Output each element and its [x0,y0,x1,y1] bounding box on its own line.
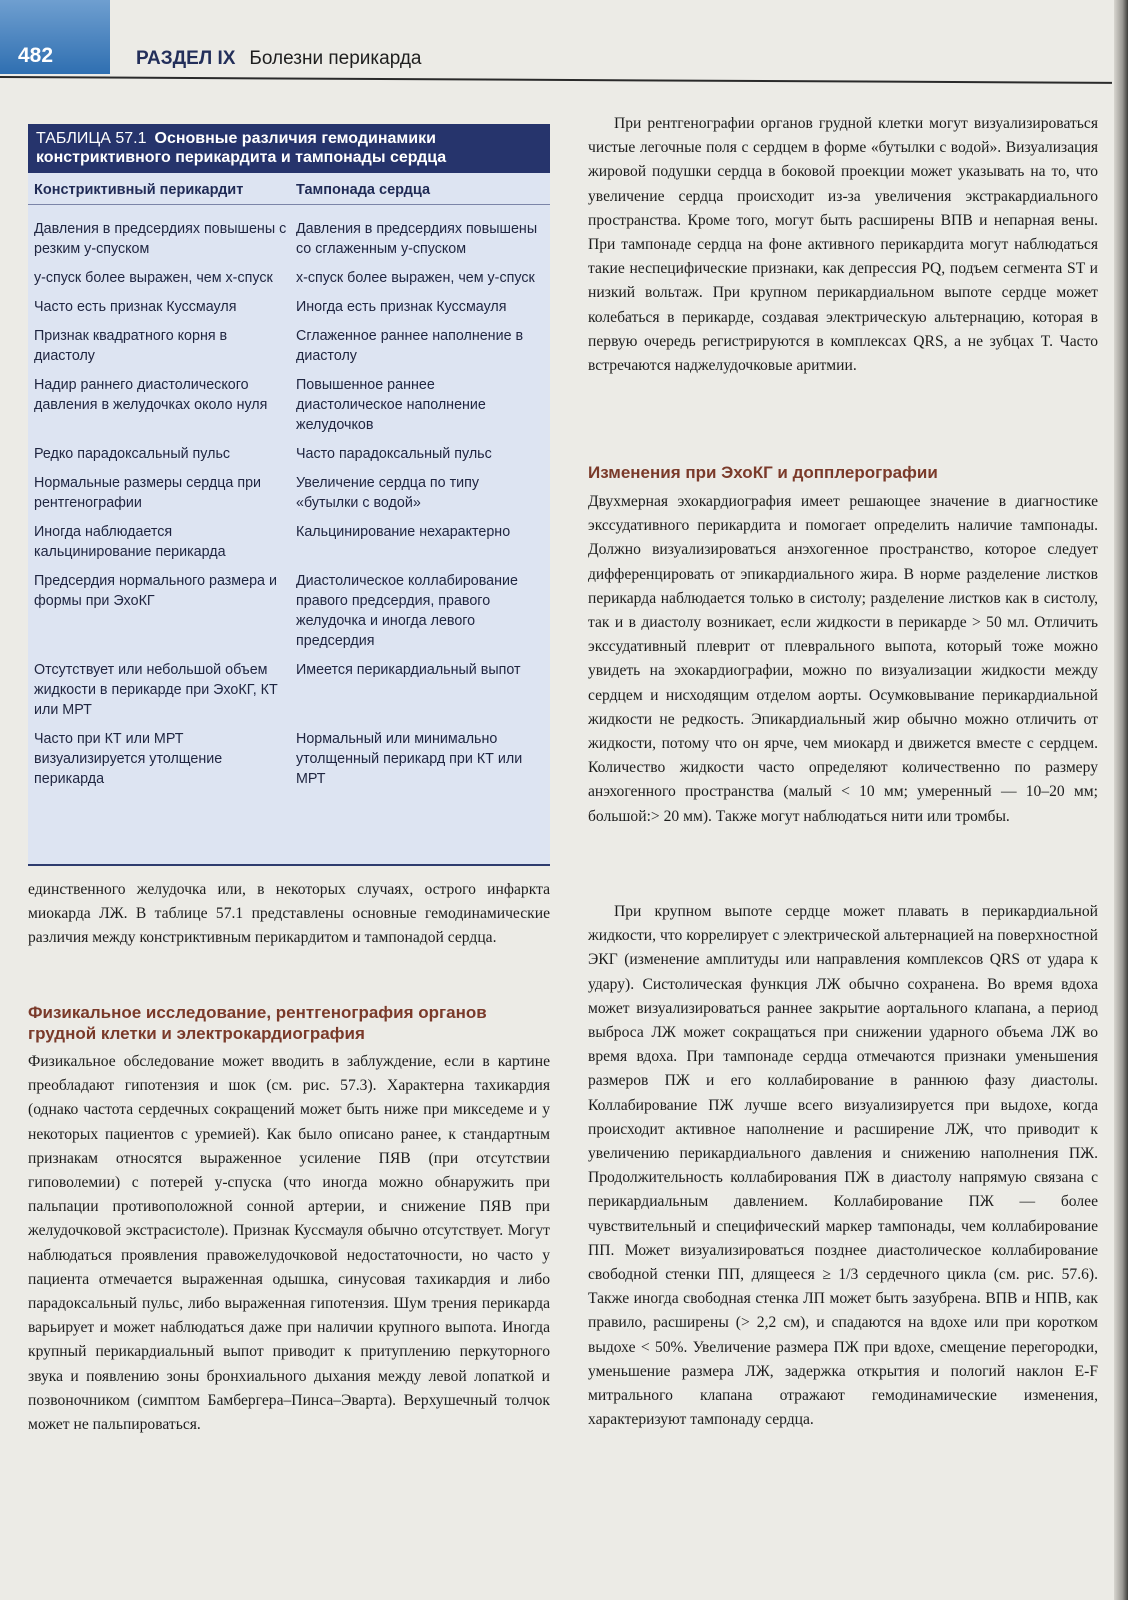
table-cell: Часто парадоксальный пульс [296,446,492,462]
table-cell: Признак квадратного корня в диастолу [34,328,228,364]
table-body [28,205,550,789]
section-heading-physical-exam: Физикальное исследование, рентгенография органов грудной клетки и электрокардиография [28,1003,487,1043]
table-row [28,473,550,513]
table-cell: Имеется перикардиальный выпот [296,662,521,678]
table-row [28,268,550,288]
table-row [28,571,550,651]
table-row [28,297,550,317]
table-cell: Нормальные размеры сердца при рентгенографии [34,475,262,511]
table-cell: Часто при КТ или МРТ визуализируется утолщение перикарда [34,731,223,787]
page-number: 482 [18,44,54,67]
table-cell: Иногда наблюдается кальцинирование перикарда [34,524,226,560]
table-row [28,522,550,562]
table-cell: Нормальный или минимально утолщенный перикард при КТ или МРТ [296,731,523,787]
table-cell: Иногда есть признак Куссмауля [296,299,507,315]
table-cell: Диастолическое коллабирование правого предсердия, правого желудочка и иногда левого предсердия [296,573,518,649]
section-title: Болезни перикарда [249,48,422,69]
page-number-tab [0,0,110,74]
table-cell: Кальцинирование нехарактерно [296,524,511,540]
table-57-1 [28,124,550,866]
column-header-tamponade: Тампонада сердца [296,182,431,198]
xray-ecg-paragraph: При рентгенографии органов грудной клетки могут визуализироваться чистые легочные поля с сердцем в форме «бутылки с водой». Визуализация жировой подушки сердца в боковой проекции может указывать на то, что увеличение сердца происходит из-за увеличения экстракардиального пространства. Кроме того, могут быть расширены ВПВ и непарная вены. При тампонаде сердца на фоне активного перикардита могут наблюдаться такие неспецифические признаки, как депрессия PQ, подъем сегмента ST и низкий вольтаж. При крупном перикардиальном выпоте сердце может колебаться в перикарде, создавая электрическую альтернацию, которая в первую очередь регистрируются в комплексах QRS, а не зубцах T. Часто встречаются наджелудочковые аритмии. [588,115,1098,375]
table-row [28,444,550,464]
header-rule [0,76,1112,84]
physical-exam-paragraph: Физикальное обследование может вводить в заблуждение, если в картине преобладают гипотензия и шок (см. рис. 57.3). Характерна тахикардия (однако частота сердечных сокращений может быть ниже при микседеме и у некоторых пациентов с уремией). Как было описано ранее, к стандартным признакам относятся выраженное усиление ПЯВ (при отсутствии гиповолемии) с потерей y-спуска (что иногда можно обнаружить при пальпации противоположной сонной артерии, и снижение ПЯВ при желудочковой экстрасистоле). Признак Куссмауля обычно отсутствует. Могут наблюдаться проявления правожелудочковой недостаточности, но часто у пациента отмечается выраженная одышка, синусовая тахикардия и либо парадоксальный пульс, либо выраженная гипотензия. Шум трения перикарда варьирует и может наблюдаться даже при наличии крупного выпота. Иногда крупный перикардиальный выпот приводит к притуплению перкуторного звука и появлению зоны бронхиального дыхания между левой лопаткой и позвоночником (симптом Бамбергера–Пинса–Эварта). Верхушечный толчок может не пальпироваться. [28,1053,550,1434]
table-cell: Отсутствует или небольшой объем жидкости в перикарде при ЭхоКГ, КТ или МРТ [34,662,278,718]
echo-paragraph-1: Двухмерная эхокардиография имеет решающее значение в диагностике экссудативного перикардита и помогает определить наличие тампонады. Должно визуализироваться анэхогенное пространство, которое следует дифференцировать от эпикардиального жира. В норме разделение листков перикарда наблюдается только в систолу; разделение листков как в систолу, так и в диастолу возникает, если жидкости в перикарде > 50 мл. Отличить экссудативный плеврит от плеврального выпота, который тоже можно увидеть на эхокардиографии, можно по визуализации жидкости между сердцем и нисходящим отделом аорты. Осумковывание перикардиальной жидкости не редкость. Эпикардиальный жир обычно можно отличить от жидкости, потому что он ярче, чем миокард и движется вместе с сердцем. Количество жидкости часто определяют количественно по размеру анэхогенного пространства (малый < 10 мм; умеренный — 10–20 мм; большой:> 20 мм). Также могут наблюдаться нити или тромбы. [588,493,1098,825]
section-label: РАЗДЕЛ IX [136,48,236,69]
table-row [28,375,550,435]
table-cell: Надир раннего диастолического давления в желудочках около нуля [34,377,268,413]
table-row [28,660,550,720]
table-row [28,326,550,366]
running-header [136,48,421,70]
table-title: Основные различия гемодинамики констриктивного перикардита и тампонады сердца [36,130,447,166]
table-row [28,729,550,789]
table-caption [28,124,550,173]
table-cell: x-спуск более выражен, чем y-спуск [296,270,535,286]
table-cell: y-спуск более выражен, чем x-спуск [34,270,273,286]
table-column-headers [28,173,550,205]
table-cell: Часто есть признак Куссмауля [34,299,237,315]
table-number: ТАБЛИЦА 57.1 [36,130,147,147]
table-cell: Давления в предсердиях повышены с резким y-спуском [34,221,287,257]
table-cell: Давления в предсердиях повышены со сглаженным y-спуском [296,221,538,257]
table-cell: Увеличение сердца по типу «бутылки с водой» [296,475,479,511]
table-cell: Повышенное раннее диастолическое наполнение желудочков [296,377,486,433]
left-continuation-paragraph: единственного желудочка или, в некоторых случаях, острого инфаркта миокарда ЛЖ. В таблице 57.1 представлены основные гемодинамические различия между констриктивным перикардитом и тампонадой сердца. [28,881,550,947]
echo-paragraph-2: При крупном выпоте сердце может плавать в перикардиальной жидкости, что коррелирует с электрической альтернацией на поверхностной ЭКГ (изменение амплитуды или направления комплексов QRS от удара к удару). Систолическая функция ЛЖ обычно сохранена. Во время вдоха может визуализироваться раннее закрытие аортального клапана, а период выброса ЛЖ может сокращаться при снижении ударного объема ЛЖ во время вдоха. При тампонаде сердца отмечаются признаки уменьшения размеров ПЖ и его коллабирование в раннюю фазу диастолы. Коллабирование ПЖ лучше всего визуализируется при выдохе, когда происходит активное наполнение и расширение ЛЖ, что приводит к увеличению перикардиального давления и снижению наполнения ПЖ. Продолжительность коллабирования ПЖ в диастолу напрямую связана с перикардиальным давлением. Коллабирование ПЖ — более чувствительный и специфический маркер тампонады, чем коллабирование ПП. Может визуализироваться позднее диастолическое коллабирование свободной стенки ПП, длящееся ≥ 1/3 сердечного цикла (см. рис. 57.6). Также иногда свободная стенка ЛП может быть зазубрена. ВПВ и НПВ, как правило, расширены (> 2,2 см), и спадаются на вдохе или при коротком выдохе < 50%. Увеличение размера ПЖ при вдохе, смещение перегородки, уменьшение размера ЛЖ, задержка открытия и пологий наклон E-F митрального клапана отражают гемодинамические изменения, характеризуют тампонаду сердца. [588,903,1098,1429]
page-edge-shadow [1114,0,1128,1600]
table-cell: Редко парадоксальный пульс [34,446,231,462]
table-cell: Предсердия нормального размера и формы при ЭхоКГ [34,573,277,609]
column-header-constrictive: Констриктивный перикардит [34,182,244,198]
table-row [28,219,550,259]
section-heading-echo: Изменения при ЭхоКГ и допплерографии [588,463,938,482]
table-cell: Сглаженное раннее наполнение в диастолу [296,328,524,364]
